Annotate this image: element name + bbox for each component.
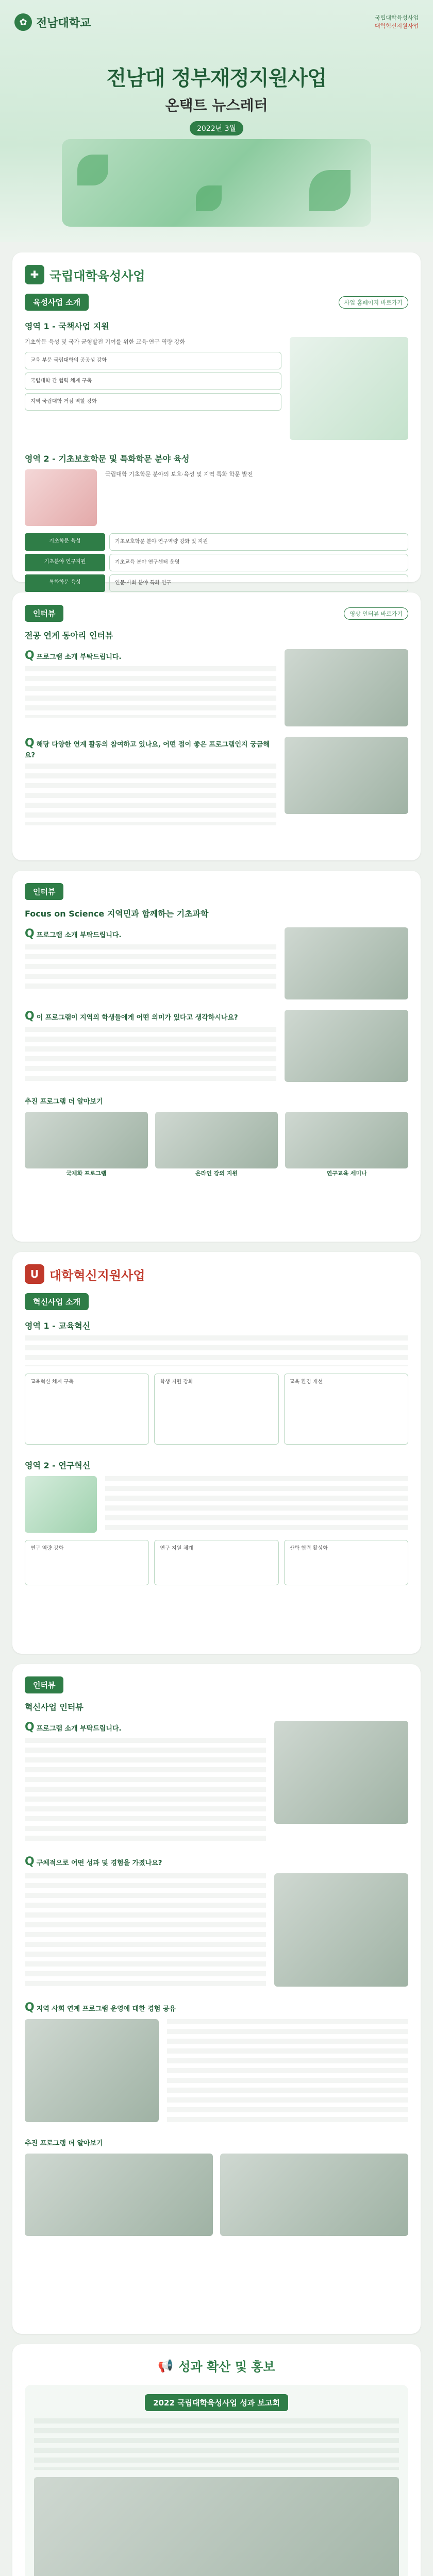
report-text [34,2418,399,2470]
goal1-content [25,337,408,440]
goal1-box: 지역 국립대학 거점 역할 강화 [25,393,281,411]
interview1-title: 전공 연계 동아리 인터뷰 [25,631,113,640]
gallery-title: 추진 프로그램 더 알아보기 [25,2140,103,2147]
area2-content [25,1476,408,1533]
gallery-caption: 국제화 프로그램 [66,1170,107,1177]
interview2-tag: 인터뷰 [25,883,63,900]
goal2-content [25,469,408,526]
interview1-head [25,605,408,622]
row-label: 기초분야 연구지원 [25,554,105,571]
gallery-caption: 연구교육 세미나 [326,1170,367,1177]
answer-text [25,764,276,825]
date-badge: 2022년 3월 [190,121,243,135]
question-text: 프로그램 소개 부탁드립니다. [36,1725,122,1733]
gallery-item[interactable] [285,1112,408,1178]
gallery-item[interactable] [25,1112,148,1178]
row-value: 기초보호학문 분야 연구역량 강화 및 지원 [109,533,408,551]
achievements-title: 성과 확산 및 홍보 [178,2360,275,2374]
table-row [25,533,408,551]
sub-title: 온택트 뉴스레터 [165,97,268,114]
interview1-qa2 [25,737,408,825]
qa2-content [25,1873,408,1987]
interview1-qa1 [25,649,408,726]
area2-boxes [25,1540,408,1585]
area1-box: 교육 환경 개선 [284,1374,408,1445]
question: Q이 프로그램이 지역의 학생들에게 어떤 의미가 있다고 생각하시나요? [25,1010,238,1023]
section-national-university [12,252,421,586]
section2-tag-row [25,1293,408,1310]
row-value: 인문·사회 분야 특화 연구 [109,574,408,592]
university-logo[interactable] [14,13,91,31]
question-text: 해당 다양한 연계 활동의 참여하고 있나요, 어떤 점이 좋은 프로그램인지 궁금해요? [25,741,270,759]
qa2-text [25,1010,276,1083]
gallery-photo[interactable] [25,2154,213,2236]
area1-title: 영역 1 - 교육혁신 [25,1321,91,1331]
interview2-photo [285,1010,408,1082]
interview1-photo [285,649,408,726]
goal1-box: 국립대학 간 협력 체계 구축 [25,372,281,390]
question-text: 구체적으로 어떤 성과 및 경험을 가졌나요? [36,1859,162,1867]
section1-brand: 국립대학육성사업 [49,268,145,283]
section1-tag: 육성사업 소개 [25,294,89,311]
goal2-table [25,533,408,592]
answer-text [25,1738,266,1841]
area2-box: 연구 지원 체계 [154,1540,278,1585]
goal1-box: 교육 부문 국립대학의 공공성 강화 [25,352,281,369]
logo-text: 전남대학교 [36,16,91,30]
interview1-more-button[interactable]: 영상 인터뷰 바로가기 [344,607,408,620]
answer-text [25,666,276,718]
row-value: 기초교육 분야 연구센터 운영 [109,554,408,571]
section1-tag-row [25,294,408,311]
report-block [25,2385,408,2576]
interview3-photo [274,1873,408,1987]
interview3-title: 혁신사업 인터뷰 [25,1702,84,1712]
section2-tag: 혁신사업 소개 [25,1293,89,1310]
interview3-photo [25,2019,159,2122]
answer-text [167,2019,408,2122]
interview3-qa1 [25,1721,408,1841]
interview3-photo [274,1721,408,1824]
question: Q해당 다양한 연계 활동의 참여하고 있나요, 어떤 점이 좋은 프로그램인지 궁금해요? [25,737,270,759]
qa2-text [25,737,276,825]
hero-illustration [62,139,371,227]
megaphone-icon: 📢 [158,2358,174,2373]
area2-text [105,1476,408,1533]
answer-text [25,1027,276,1083]
area1-box: 교육혁신 체계 구축 [25,1374,149,1445]
question-text: 프로그램 소개 부탁드립니다. [36,653,122,661]
interview1-photo [285,737,408,814]
gallery-title: 추진 프로그램 더 알아보기 [25,1098,103,1106]
section-innovation [12,1252,421,1654]
question-text: 이 프로그램이 지역의 학생들에게 어떤 의미가 있다고 생각하시나요? [36,1014,238,1022]
interview2-section [12,871,421,1242]
qa1-text [25,649,276,726]
goal1-text: 기초학문 육성 및 국가 균형발전 기여를 위한 교육·연구 역량 강화 [25,338,186,345]
gallery-photo [285,1112,408,1168]
question-text: 프로그램 소개 부탁드립니다. [36,931,122,939]
leaf-icon [309,170,351,211]
innovation-icon: U [25,1264,44,1284]
question: Q프로그램 소개 부탁드립니다. [25,1721,122,1734]
qa1-text [25,1721,266,1841]
gallery [25,2154,408,2236]
program2-label: 대학혁신지원사업 [374,23,419,29]
gallery-photo [155,1112,278,1168]
gallery-photo [25,1112,148,1168]
interview1-section [12,592,421,860]
interview2-qa1 [25,927,408,999]
answer-text [25,944,276,991]
qa1-text [25,927,276,999]
question: Q지역 사회 연계 프로그램 운영에 대한 경험 공유 [25,2001,176,2014]
table-row [25,574,408,592]
leaf-icon [196,185,222,211]
university-icon: ✚ [25,265,44,284]
leaf-icon [77,155,108,185]
qa3-content [25,2019,408,2122]
area1-text [25,1335,408,1366]
interview2-qa2 [25,1010,408,1083]
area1-box: 학생 지원 강화 [154,1374,278,1445]
question: Q구체적으로 어떤 성과 및 경험을 가졌나요? [25,1855,162,1868]
program1-label: 국립대학육성사업 [374,14,419,21]
goal2-title: 영역 2 - 기초보호학문 및 특화학문 분야 육성 [25,454,190,464]
report-title: 2022 국립대학육성사업 성과 보고회 [145,2394,288,2411]
interview3-section [12,1664,421,2334]
question: Q프로그램 소개 부탁드립니다. [25,927,122,940]
goal1-title: 영역 1 - 국책사업 지원 [25,321,109,331]
logo-row [14,13,419,31]
achievements-heading [25,2357,408,2375]
report-photo [34,2477,399,2576]
program-logos [375,14,419,30]
section1-heading [25,265,408,284]
row-label: 기초학문 육성 [25,533,105,551]
gallery-photo[interactable] [220,2154,408,2236]
section2-brand: 대학혁신지원사업 [49,1268,145,1283]
interview3-qa3 [25,2001,408,2122]
area2-title: 영역 2 - 연구혁신 [25,1461,91,1470]
goal1-text-col [25,337,281,440]
answer-text [25,1873,266,1987]
goal1-boxes [25,352,281,411]
gallery-item[interactable] [155,1112,278,1178]
emblem-icon: ✿ [14,13,32,31]
interview3-tag: 인터뷰 [25,1676,63,1693]
row-label: 특화학문 육성 [25,574,105,592]
header [0,0,433,242]
homepage-button[interactable]: 사업 홈페이지 바로가기 [339,296,408,309]
goal2-illustration [25,469,97,526]
title-block [0,62,433,135]
interview3-qa2 [25,1855,408,1987]
main-title: 전남대 정부재정지원사업 [106,66,327,90]
achievements-section [12,2344,421,2576]
area2-box: 연구 역량 강화 [25,1540,149,1585]
area1-boxes [25,1374,408,1445]
interview2-title: Focus on Science 지역민과 함께하는 기초과학 [25,909,209,919]
gallery [25,1112,408,1178]
section2-heading [25,1264,408,1284]
question-text: 지역 사회 연계 프로그램 운영에 대한 경험 공유 [36,2005,176,2013]
gallery-caption: 온라인 강의 지원 [195,1170,238,1177]
goal2-text: 국립대학 기초학문 분야의 보호·육성 및 지역 특화 학문 발전 [105,471,253,478]
area2-box: 산학 협력 활성화 [284,1540,408,1585]
interview2-photo [285,927,408,999]
interview1-tag: 인터뷰 [25,605,63,622]
area2-illustration [25,1476,97,1533]
goal1-illustration [290,337,408,440]
table-row [25,554,408,571]
question: Q프로그램 소개 부탁드립니다. [25,649,122,662]
